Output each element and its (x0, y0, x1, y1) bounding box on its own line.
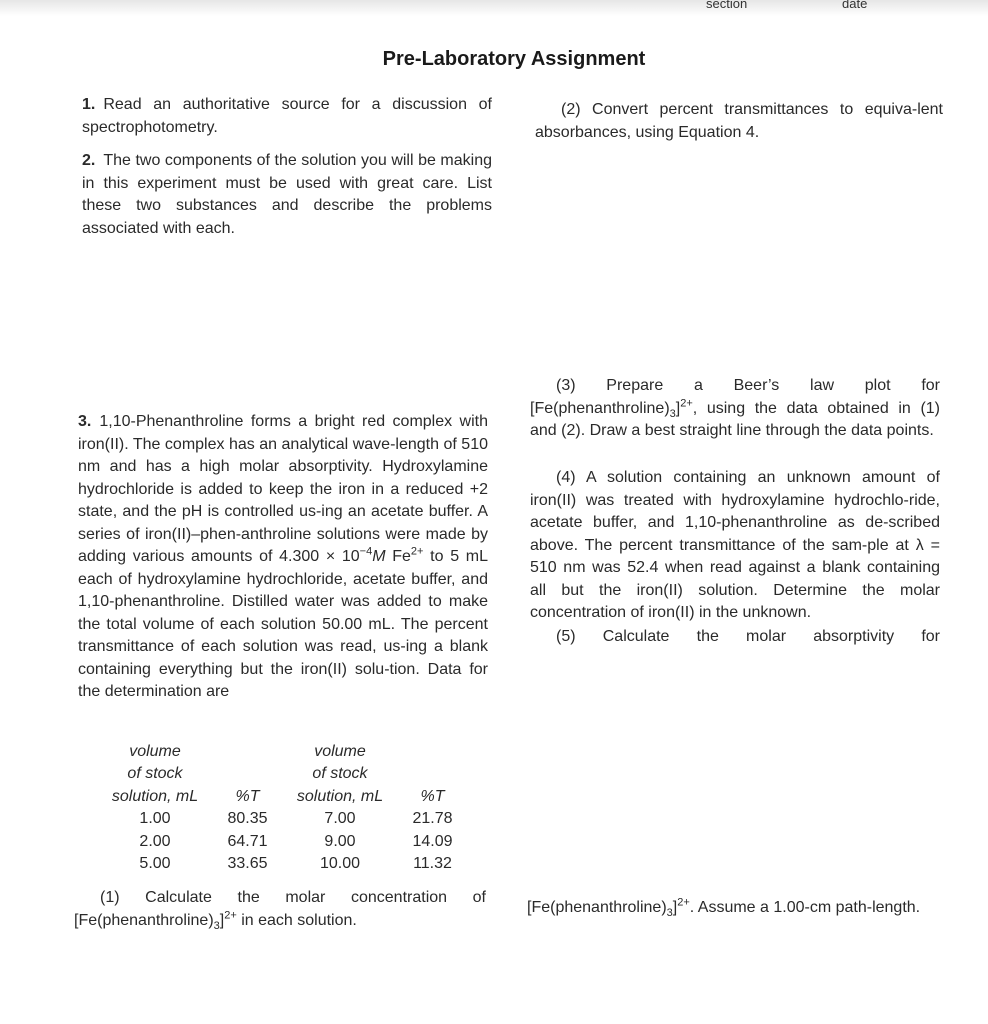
table-cell: 80.35 (227, 810, 268, 827)
question-1-text: Read an authoritative source for a discussion of spectrophotometry. (82, 96, 492, 136)
page-title: Pre-Laboratory Assignment (382, 48, 646, 70)
question-2 (82, 150, 492, 240)
charge-superscript: 2+ (410, 545, 424, 558)
subscript: 3 (213, 919, 220, 932)
page-header-bar (0, 0, 988, 16)
charge-superscript: 2+ (224, 909, 237, 922)
bracket: ] (219, 911, 225, 929)
table-header-row (100, 761, 470, 784)
table-row (100, 851, 470, 874)
subquestion-1-text-cont: in each solution. (236, 911, 357, 929)
table-header-cell: solution, mL (111, 787, 199, 805)
table-row (100, 806, 470, 829)
subquestion-5: (5) Calculate the molar absorptivity for (556, 628, 940, 645)
table-row (100, 828, 470, 851)
subquestion-3-text-cont: , using the data obtained in (1) and (2). Draw a best straight line through the data points. (530, 399, 940, 439)
table-header-row (100, 783, 470, 806)
date-label: date (842, 0, 868, 11)
table-header-cell: %T (235, 787, 260, 805)
question-1 (82, 94, 492, 139)
exponent: −4 (359, 545, 373, 558)
iron-symbol: Fe (385, 548, 411, 565)
table-cell: 21.78 (412, 810, 453, 827)
table-cell: 2.00 (139, 832, 171, 850)
table-cell: 10.00 (319, 855, 361, 872)
subquestion-5-text: [Fe(phenanthroline) (527, 899, 667, 916)
table-header-cell: %T (420, 787, 445, 805)
table-cell: 11.32 (413, 855, 452, 872)
table-header-cell: of stock (127, 765, 183, 782)
table-cell: 64.71 (227, 832, 268, 850)
table-header-cell (395, 761, 470, 784)
table-header-cell: of stock (312, 765, 368, 782)
table-header-cell: volume (129, 742, 181, 760)
subquestion-5-text-cont: . Assume a 1.00-cm path-length. (689, 899, 921, 916)
question-2-text: The two components of the solution you will be making in this experiment must be used with great care. List these two substances and describe the problems associated with each. (82, 152, 492, 237)
bracket: ] (675, 399, 681, 417)
subquestion-2: (2) Convert percent transmittances to equiva-lent absorbances, using Equation 4. (535, 101, 943, 141)
bracket: ] (672, 899, 678, 916)
question-3-number: 3. (78, 413, 92, 430)
table-header-cell: volume (314, 742, 366, 760)
subquestion-3 (530, 375, 940, 443)
data-table (100, 738, 470, 873)
table-cell: 7.00 (324, 810, 356, 827)
table-cell: 1.00 (139, 810, 171, 827)
table-header-row (100, 738, 470, 761)
question-1-number: 1. (82, 96, 96, 113)
subquestion-1 (74, 887, 486, 932)
subquestion-4: (4) A solution containing an unknown amount of iron(II) was treated with hydroxylamine hydrochlo-ride, acetate buffer, and 1,10-phenanthroline as de-scribed above. The percent transmittance of the sam-ple at λ = 510 nm was 52.4 when read against a blank containing all but the iron(II) solution. Determine the molar concentration of iron(II) in the unknown. (530, 469, 940, 621)
subscript: 3 (666, 907, 673, 920)
question-3 (78, 411, 488, 704)
table-cell: 5.00 (139, 855, 171, 872)
subquestion-3-text: (3) Prepare a Beer’s law plot for [Fe(phenanthroline) (530, 377, 940, 417)
molar-unit: M (372, 548, 386, 565)
table-cell: 14.09 (412, 832, 453, 850)
table-cell: 9.00 (324, 832, 356, 850)
table-header-cell (395, 738, 470, 761)
table-header-cell (210, 738, 285, 761)
charge-superscript: 2+ (680, 397, 693, 410)
charge-superscript: 2+ (677, 896, 690, 909)
table-header-cell (210, 761, 285, 784)
section-label: section (706, 0, 748, 11)
subscript: 3 (669, 407, 676, 420)
table-header-cell: solution, mL (296, 787, 384, 805)
subquestion-5-continued (527, 897, 939, 920)
question-3-text: 1,10-Phenanthroline forms a bright red complex with iron(II). The complex has an analytical wave-length of 510 nm and has a high molar absorptivity. Hydroxylamine hydrochloride is added to keep the iron in a reduced +2 state, and the pH is controlled us-ing an acetate buffer. A series of iron(II)–phen-anthroline solutions were made by adding various amounts of 4.300 × 10 (78, 413, 488, 565)
question-3-text-cont: to 5 mL each of hydroxylamine hydrochloride, acetate buffer, and 1,10-phenanthroline. Distilled water was added to make the total volume of each solution 50.00 mL. The percent transmittance of each solution was read, us-ing a blank containing everything but the iron(II) solu-tion. Data for the determination are (78, 548, 489, 700)
table-cell: 33.65 (227, 855, 268, 872)
question-2-number: 2. (82, 152, 96, 169)
subquestion-1-text: (1) Calculate the molar concentration of [Fe(phenanthroline) (74, 889, 486, 929)
